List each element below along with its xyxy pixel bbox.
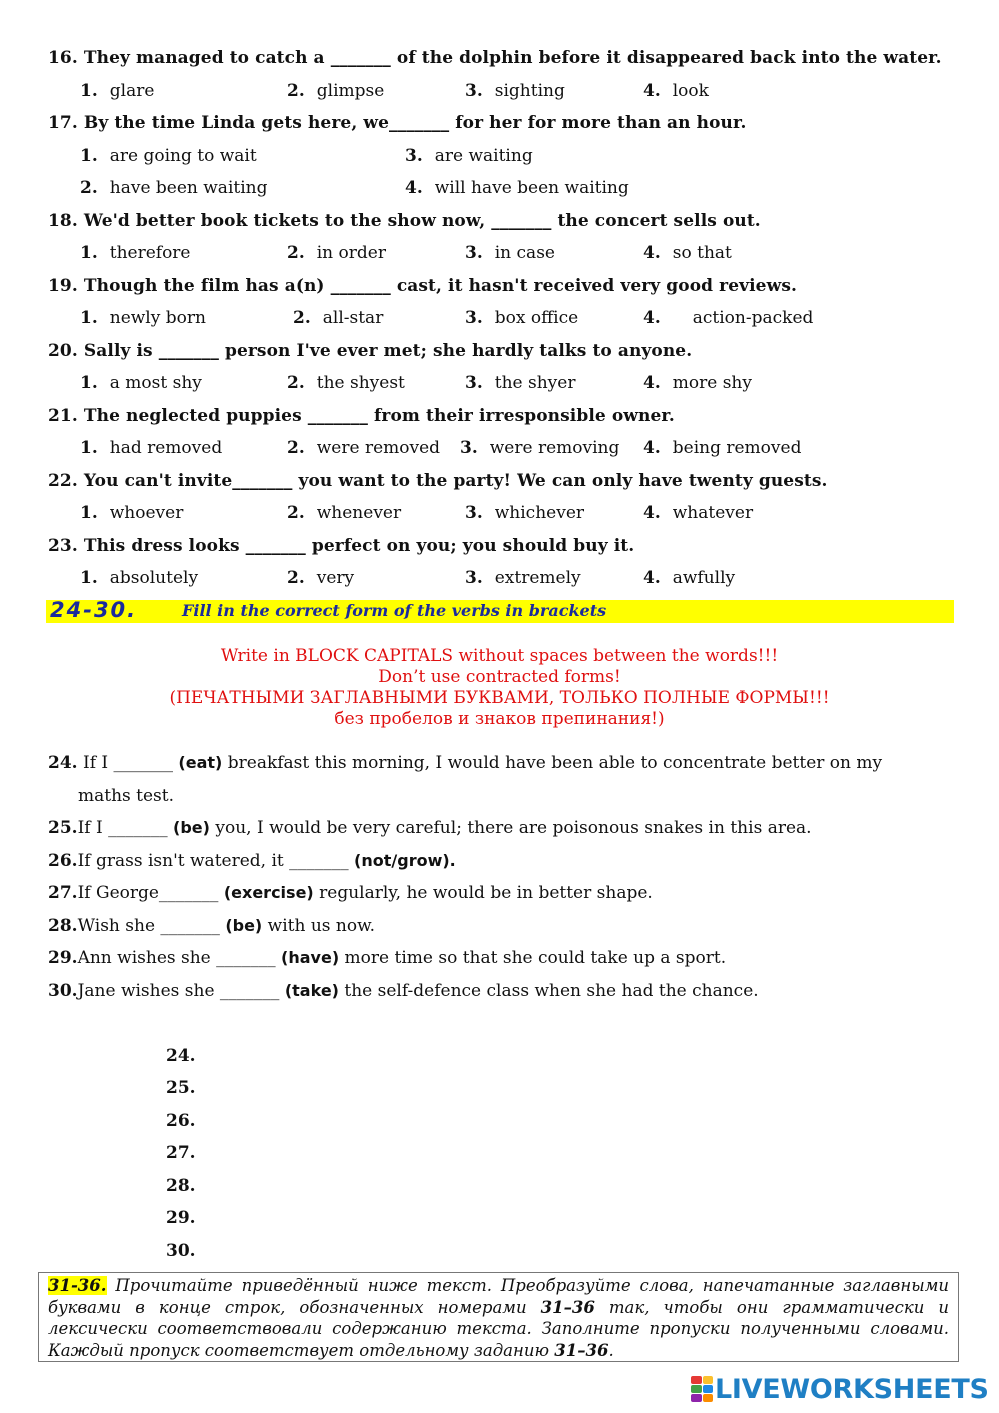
option-number: 2. (293, 308, 311, 328)
option[interactable] (643, 243, 732, 263)
option[interactable] (643, 373, 752, 393)
option[interactable] (287, 81, 384, 101)
option-number: 3. (460, 438, 478, 458)
option-text: were removing (489, 438, 620, 458)
warning-line: без пробелов и знаков препинания!) (334, 709, 665, 729)
item-number: 30. (48, 981, 78, 1001)
question-16: 16. They managed to catch a _______ of the dolphin before it disappeared back into the water. (48, 48, 942, 68)
option[interactable] (287, 568, 354, 588)
option-text: so that (672, 243, 732, 263)
option-number: 3. (465, 373, 483, 393)
logo-mark-icon (691, 1376, 713, 1402)
option[interactable] (460, 438, 619, 458)
option-text: will have been waiting (434, 178, 629, 198)
option[interactable] (643, 438, 801, 458)
option-text: therefore (109, 243, 191, 263)
verb-hint: (be) (173, 818, 210, 837)
option-text: whatever (672, 503, 754, 523)
option[interactable] (80, 568, 198, 588)
box-range: 31–36 (554, 1340, 609, 1360)
option-number: 4. (643, 81, 661, 101)
option-text: action-packed (692, 308, 814, 328)
option-number: 2. (80, 178, 98, 198)
logo-text: LIVEWORKSHEETS (715, 1373, 989, 1405)
verb-hint: (have) (281, 948, 340, 967)
option-text: are waiting (434, 146, 533, 166)
question-20: 20. Sally is _______ person I've ever met; she hardly talks to anyone. (48, 341, 693, 361)
item-text: regularly, he would be in better shape. (313, 883, 653, 903)
option-text: a most shy (109, 373, 202, 393)
option-text: being removed (672, 438, 802, 458)
item-text: Ann wishes she _______ (77, 948, 282, 968)
answer-label-25: 25. (166, 1078, 196, 1098)
option-text: in case (494, 243, 555, 263)
option-text: absolutely (109, 568, 199, 588)
option-text: look (672, 81, 709, 101)
option[interactable] (405, 178, 629, 198)
option-number: 3. (465, 568, 483, 588)
verb-item-25 (48, 818, 812, 838)
item-text: you, I would be very careful; there are poisonous snakes in this area. (209, 818, 812, 838)
verb-hint: (eat) (178, 753, 223, 772)
option[interactable] (465, 81, 565, 101)
option-number: 2. (287, 373, 305, 393)
option-text: sighting (494, 81, 565, 101)
answer-label-26: 26. (166, 1111, 196, 1131)
option[interactable] (643, 568, 735, 588)
option-number: 2. (287, 438, 305, 458)
option-text: whichever (494, 503, 585, 523)
answer-label-27: 27. (166, 1143, 196, 1163)
verb-item-24-continued: maths test. (78, 786, 175, 806)
item-number: 28. (48, 916, 78, 936)
item-text: If I _______ (77, 753, 179, 773)
box-text: . (608, 1340, 614, 1360)
item-text: Wish she _______ (77, 916, 226, 936)
option-number: 1. (80, 503, 98, 523)
warning-line: Write in BLOCK CAPITALS without spaces between the words!!! (220, 646, 779, 666)
warning-line: (ПЕЧАТНЫМИ ЗАГЛАВНЫМИ БУКВАМИ, ТОЛЬКО ПОЛНЫЕ ФОРМЫ!!! (169, 688, 830, 708)
item-text: with us now. (262, 916, 376, 936)
item-number: 27. (48, 883, 78, 903)
instruction-box (38, 1272, 959, 1362)
option-text: extremely (494, 568, 581, 588)
item-text: If George_______ (77, 883, 224, 903)
question-23: 23. This dress looks _______ perfect on you; you should buy it. (48, 536, 635, 556)
option[interactable] (287, 503, 401, 523)
option[interactable] (465, 568, 581, 588)
option-text: newly born (109, 308, 206, 328)
box-text: так, чтобы они грамматически и лексически соответствовали содержанию текста. Заполните пропуски полученными словами. Каждый пропуск соответствует отдельному заданию (48, 1297, 949, 1360)
question-17: 17. By the time Linda gets here, we_______ for her for more than an hour. (48, 113, 747, 133)
item-text: breakfast this morning, I would have been able to concentrate better on my (222, 753, 883, 773)
option[interactable] (643, 81, 709, 101)
option-text: whoever (109, 503, 184, 523)
option-number: 1. (80, 243, 98, 263)
option-number: 4. (643, 568, 661, 588)
option[interactable] (80, 438, 222, 458)
answer-label-29: 29. (166, 1208, 196, 1228)
option[interactable] (80, 373, 202, 393)
option-number: 2. (287, 243, 305, 263)
option-text: were removed (316, 438, 441, 458)
verb-item-30 (48, 981, 759, 1001)
option[interactable] (80, 81, 154, 101)
item-number: 24. (48, 753, 78, 773)
verb-hint: (not/grow). (354, 851, 456, 870)
verb-item-29 (48, 948, 726, 968)
option-text: glimpse (316, 81, 385, 101)
box-range: 31–36 (540, 1297, 595, 1317)
verb-hint: (exercise) (223, 883, 314, 902)
option[interactable] (287, 243, 386, 263)
option-text: in order (316, 243, 386, 263)
option-number: 1. (80, 146, 98, 166)
option-number: 4. (643, 373, 661, 393)
question-21: 21. The neglected puppies _______ from their irresponsible owner. (48, 406, 675, 426)
option-number: 4. (405, 178, 423, 198)
option-number: 3. (465, 81, 483, 101)
option-number: 1. (80, 373, 98, 393)
answer-label-24: 24. (166, 1046, 196, 1066)
item-number: 25. (48, 818, 78, 838)
question-19: 19. Though the film has a(n) _______ cast, it hasn't received very good reviews. (48, 276, 798, 296)
option[interactable] (80, 243, 191, 263)
option-text: the shyest (316, 373, 405, 393)
option[interactable] (80, 178, 267, 198)
item-text: more time so that she could take up a sport. (339, 948, 727, 968)
option[interactable] (80, 503, 183, 523)
option[interactable] (643, 308, 813, 328)
option[interactable] (80, 146, 257, 166)
question-18: 18. We'd better book tickets to the show now, _______ the concert sells out. (48, 211, 761, 231)
warning-line: Don’t use contracted forms! (378, 667, 621, 687)
option-text: had removed (109, 438, 223, 458)
item-text: If grass isn't watered, it _______ (77, 851, 355, 871)
option-number: 2. (287, 503, 305, 523)
verb-item-26 (48, 851, 456, 871)
item-text: the self-defence class when she had the chance. (338, 981, 759, 1001)
option[interactable] (465, 308, 578, 328)
option[interactable] (287, 373, 405, 393)
item-number: 26. (48, 851, 78, 871)
section-number: 24-30. (50, 598, 138, 622)
liveworksheets-logo[interactable] (691, 1374, 989, 1404)
answer-label-28: 28. (166, 1176, 196, 1196)
option-number: 1. (80, 568, 98, 588)
box-section-number: 31-36. (48, 1276, 107, 1295)
option-number: 3. (465, 308, 483, 328)
option-number: 1. (80, 438, 98, 458)
option-text: awfully (672, 568, 736, 588)
item-text: Jane wishes she _______ (77, 981, 285, 1001)
option-number: 1. (80, 81, 98, 101)
option[interactable] (465, 503, 584, 523)
option[interactable] (293, 308, 383, 328)
option-text: all-star (322, 308, 384, 328)
verb-item-24 (48, 753, 882, 773)
option-text: very (316, 568, 355, 588)
verb-item-27 (48, 883, 653, 903)
section-banner (46, 600, 954, 623)
option-number: 4. (643, 438, 661, 458)
answer-label-30: 30. (166, 1241, 196, 1261)
option-text: glare (109, 81, 155, 101)
option-number: 3. (405, 146, 423, 166)
verb-hint: (take) (284, 981, 339, 1000)
option-number: 3. (465, 503, 483, 523)
option-number: 2. (287, 81, 305, 101)
option[interactable] (80, 308, 206, 328)
option-number: 3. (465, 243, 483, 263)
option-text: the shyer (494, 373, 576, 393)
option-text: more shy (672, 373, 752, 393)
box-text: Прочитайте приведённый ниже текст. Преобразуйте слова, напечатанные заглавными буквами в конце строк, обозначенных номерами (48, 1276, 949, 1317)
section-instruction: Fill in the correct form of the verbs in brackets (182, 601, 607, 620)
item-number: 29. (48, 948, 78, 968)
option[interactable] (287, 438, 440, 458)
option-text: have been waiting (109, 178, 268, 198)
option-text: are going to wait (109, 146, 257, 166)
verb-item-28 (48, 916, 375, 936)
option-number: 4. (643, 308, 661, 328)
option-number: 2. (287, 568, 305, 588)
item-text: If I _______ (77, 818, 174, 838)
option[interactable] (405, 146, 533, 166)
option-text: box office (494, 308, 579, 328)
option-number: 1. (80, 308, 98, 328)
option[interactable] (643, 503, 753, 523)
verb-hint: (be) (225, 916, 263, 935)
option-text: whenever (316, 503, 402, 523)
question-22: 22. You can't invite_______ you want to the party! We can only have twenty guests. (48, 471, 828, 491)
option[interactable] (465, 243, 555, 263)
option-number: 4. (643, 503, 661, 523)
option-number: 4. (643, 243, 661, 263)
option[interactable] (465, 373, 575, 393)
